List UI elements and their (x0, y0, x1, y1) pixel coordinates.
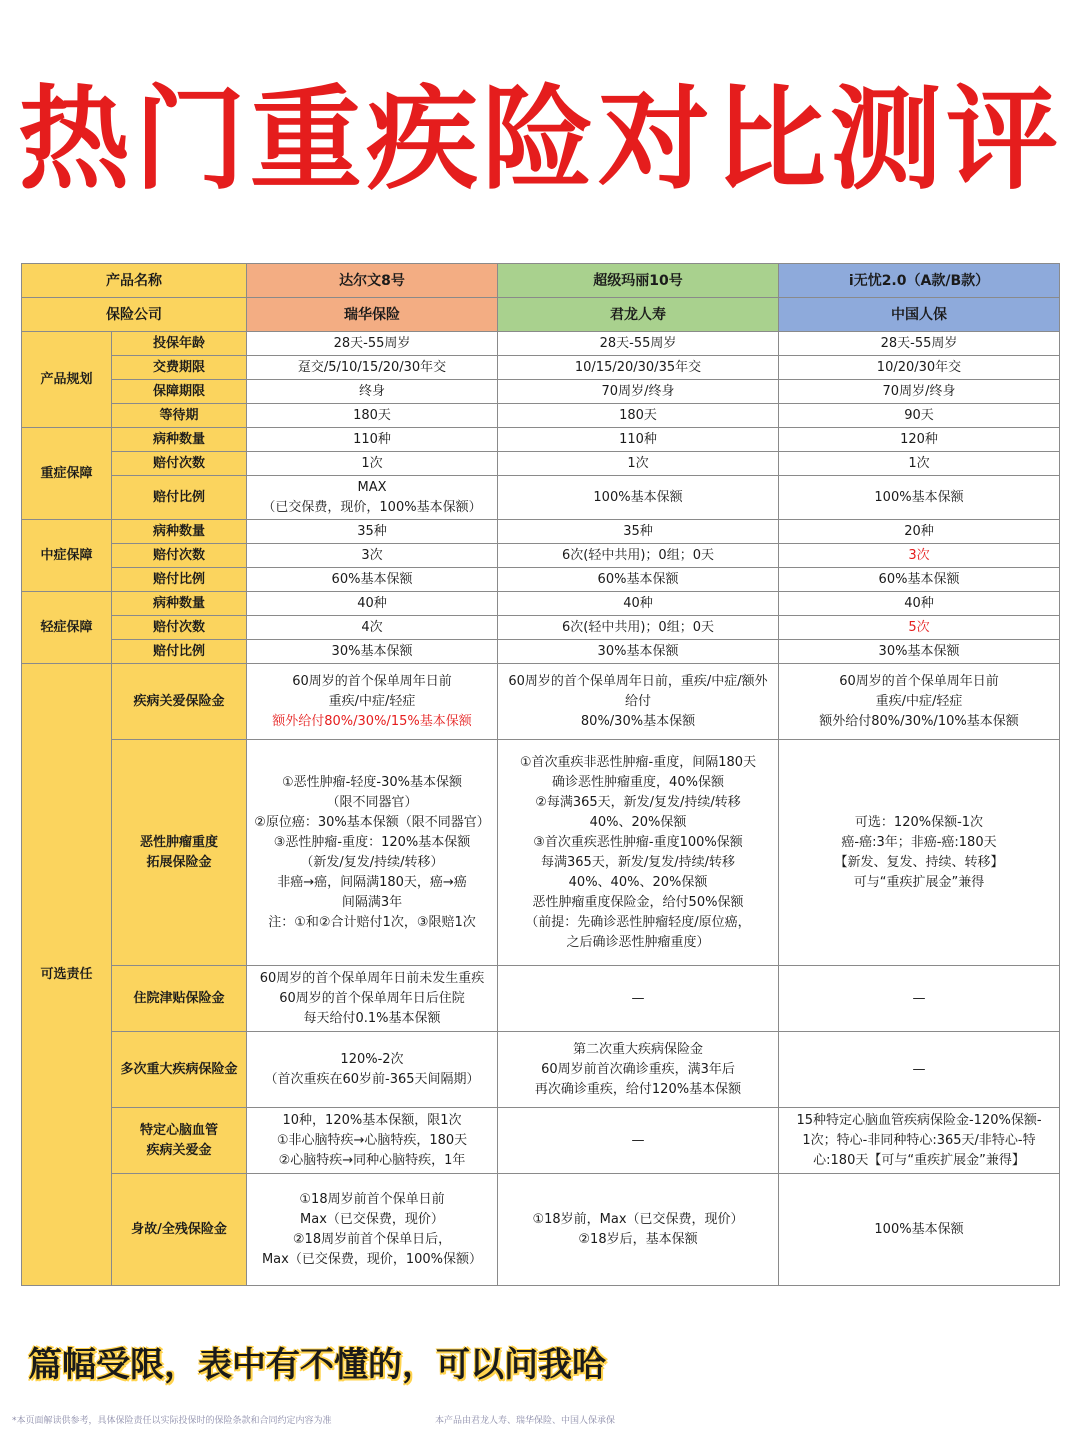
table-row (22, 356, 1060, 380)
cell: 20种 (779, 520, 1060, 544)
row-label-line: 特定心脑血管 (139, 1122, 218, 1138)
cell: 40种 (247, 592, 498, 616)
cell-line: 重疾/中症/轻症 (875, 693, 963, 709)
cell: 110种 (498, 428, 779, 452)
table-row (22, 966, 1060, 1032)
row-label: 疾病关爱保险金 (112, 664, 247, 740)
cell (498, 664, 779, 740)
cell-line: 心:180天【可与“重疾扩展金”兼得】 (813, 1152, 1025, 1168)
table-row (22, 640, 1060, 664)
cell-line: 重疾/中症/轻症 (328, 693, 416, 709)
cell-line: 【新发、复发、持续、转移】 (834, 854, 1004, 870)
table-row (22, 1108, 1060, 1174)
cell (498, 740, 779, 966)
cell (779, 1108, 1060, 1174)
row-label: 住院津贴保险金 (112, 966, 247, 1032)
cell: 4次 (247, 616, 498, 640)
cell: 60%基本保额 (498, 568, 779, 592)
cell-line: 60周岁的首个保单周年日后住院 (279, 990, 465, 1006)
table-row (22, 740, 1060, 966)
cell-line: 60周岁的首个保单周年日前 (292, 673, 452, 689)
row-label: 病种数量 (112, 428, 247, 452)
cell-line: 40%、20%保额 (589, 814, 687, 830)
cell-line: 15种特定心脑血管疾病保险金-120%保额- (796, 1112, 1042, 1128)
cell-line: ②18岁后，基本保额 (578, 1231, 698, 1247)
cell: 1次 (498, 452, 779, 476)
cell-line: Max（已交保费，现价） (300, 1211, 444, 1227)
section-optional: 可选责任 (22, 664, 112, 1286)
row-label-line: 疾病关爱金 (146, 1142, 212, 1158)
row-label: 保障期限 (112, 380, 247, 404)
cell-line: 确诊恶性肿瘤重度，40%保额 (552, 774, 724, 790)
cell-empty: — (498, 966, 779, 1032)
cell: 1次 (779, 452, 1060, 476)
cell-line: 1次；特心-非同种特心:365天/非特心-特 (802, 1132, 1036, 1148)
cell: 70周岁/终身 (779, 380, 1060, 404)
row-label: 赔付比例 (112, 476, 247, 520)
cell-line: 注：①和②合计赔付1次，③限赔1次 (268, 914, 476, 930)
cell: 60%基本保额 (247, 568, 498, 592)
cell-line: 40%、40%、20%保额 (568, 874, 708, 890)
row-label: 等待期 (112, 404, 247, 428)
cell-line: 每满365天，新发/复发/持续/转移 (541, 854, 735, 870)
cell (247, 1108, 498, 1174)
cell: 10/20/30年交 (779, 356, 1060, 380)
section-plan: 产品规划 (22, 332, 112, 428)
cell (779, 664, 1060, 740)
cell-line: 每天给付0.1%基本保额 (303, 1010, 441, 1026)
cell-line: （首次重疾在60岁前-365天间隔期） (264, 1071, 480, 1087)
row-label-line: 拓展保险金 (146, 854, 212, 870)
page-title: 热门重疾险对比测评 (18, 75, 1062, 205)
cell: 40种 (779, 592, 1060, 616)
cell: 28天-55周岁 (247, 332, 498, 356)
section-mild: 轻症保障 (22, 592, 112, 664)
section-critical: 重症保障 (22, 428, 112, 520)
cell: 30%基本保额 (779, 640, 1060, 664)
cell: 120种 (779, 428, 1060, 452)
cell-line: ①18岁前，Max（已交保费，现价） (532, 1211, 744, 1227)
table-row (22, 428, 1060, 452)
product-iwuyou2: i无忧2.0（A款/B款） (779, 264, 1060, 298)
cell-line: 之后确诊恶性肿瘤重度） (566, 934, 710, 950)
company-junlong: 君龙人寿 (498, 298, 779, 332)
cell-line: 第二次重大疾病保险金 (572, 1041, 703, 1057)
disclaimer-left: *本页面解读供参考，具体保险责任以实际投保时的保险条款和合同约定内容为准 (12, 1416, 332, 1426)
cell-line: 可与“重疾扩展金”兼得 (853, 874, 985, 890)
cell-empty: — (779, 1032, 1060, 1108)
cell-line: 120%-2次 (340, 1051, 404, 1067)
cell-line: 恶性肿瘤重度保险金，给付50%保额 (532, 894, 744, 910)
cell (247, 476, 498, 520)
row-label: 身故/全残保险金 (112, 1174, 247, 1286)
cell-empty: — (498, 1108, 779, 1174)
comparison-table (21, 263, 1060, 1286)
cell-line: ③首次重疾恶性肿瘤-重度100%保额 (533, 834, 743, 850)
cell (247, 1174, 498, 1286)
cell-line: 60周岁的首个保单周年日前 (839, 673, 999, 689)
row-label: 多次重大疾病保险金 (112, 1032, 247, 1108)
row-label: 赔付比例 (112, 640, 247, 664)
cell-line: （已交保费，现价，100%基本保额） (262, 499, 482, 515)
company-label: 保险公司 (22, 298, 247, 332)
cell: 6次(轻中共用)；0组；0天 (498, 616, 779, 640)
cell: 110种 (247, 428, 498, 452)
table-row (22, 452, 1060, 476)
cell-line: 给付 (624, 693, 651, 709)
company-ruihua: 瑞华保险 (247, 298, 498, 332)
cell (498, 1032, 779, 1108)
cell (247, 664, 498, 740)
cell-line: 癌-癌:3年；非癌-癌:180天 (841, 834, 997, 850)
cell: 35种 (247, 520, 498, 544)
cell: 90天 (779, 404, 1060, 428)
company-picc: 中国人保 (779, 298, 1060, 332)
cell: 70周岁/终身 (498, 380, 779, 404)
cell-highlight: 3次 (779, 544, 1060, 568)
cell: 100%基本保额 (498, 476, 779, 520)
cell: 30%基本保额 (498, 640, 779, 664)
cell-line: 间隔满3年 (341, 894, 403, 910)
table-row (22, 1174, 1060, 1286)
cell: 28天-55周岁 (779, 332, 1060, 356)
row-label: 赔付次数 (112, 544, 247, 568)
row-label: 病种数量 (112, 520, 247, 544)
cell-empty: — (779, 966, 1060, 1032)
cell: 100%基本保额 (779, 1174, 1060, 1286)
header-row-company (22, 298, 1060, 332)
cell (498, 1174, 779, 1286)
cell-line: 额外给付80%/30%/10%基本保额 (819, 713, 1019, 729)
row-label: 病种数量 (112, 592, 247, 616)
row-label (112, 740, 247, 966)
row-label: 交费期限 (112, 356, 247, 380)
cell-line: 80%/30%基本保额 (580, 713, 696, 729)
cell (779, 740, 1060, 966)
table-row (22, 520, 1060, 544)
cell-line: ②原位癌：30%基本保额（限不同器官） (254, 814, 490, 830)
cell: 60%基本保额 (779, 568, 1060, 592)
cell: 28天-55周岁 (498, 332, 779, 356)
cell-line: ①首次重疾非恶性肿瘤-重度，间隔180天 (519, 754, 757, 770)
cell-line: （限不同器官） (326, 794, 418, 810)
cell: 100%基本保额 (779, 476, 1060, 520)
cell (247, 740, 498, 966)
row-label: 赔付次数 (112, 616, 247, 640)
cell (247, 966, 498, 1032)
cell: 180天 (247, 404, 498, 428)
row-label-line: 恶性肿瘤重度 (139, 834, 218, 850)
cell-line: 可选：120%保额-1次 (854, 814, 984, 830)
cell: 6次(轻中共用)；0组；0天 (498, 544, 779, 568)
cell: 趸交/5/10/15/20/30年交 (247, 356, 498, 380)
cell-line: ②心脑特疾→同种心脑特疾，1年 (278, 1152, 466, 1168)
table-row (22, 476, 1060, 520)
row-label (112, 1108, 247, 1174)
cell-line: Max（已交保费，现价，100%保额） (261, 1251, 483, 1267)
cell-line: （前提：先确诊恶性肿瘤轻度/原位癌， (525, 914, 751, 930)
row-label: 投保年龄 (112, 332, 247, 356)
cell-line: ③恶性肿瘤-重度：120%基本保额 (273, 834, 471, 850)
cell: 终身 (247, 380, 498, 404)
table-row (22, 664, 1060, 740)
cell-line: 10种，120%基本保额，限1次 (282, 1112, 462, 1128)
cell: 3次 (247, 544, 498, 568)
row-label: 赔付次数 (112, 452, 247, 476)
cell: 35种 (498, 520, 779, 544)
cell-line: ②每满365天，新发/复发/持续/转移 (535, 794, 741, 810)
table-row (22, 544, 1060, 568)
footer-note: 篇幅受限，表中有不懂的，可以问我哈 (28, 1345, 606, 1385)
table-row (22, 380, 1060, 404)
cell-line: ②18周岁前首个保单日后， (292, 1231, 452, 1247)
cell: 30%基本保额 (247, 640, 498, 664)
cell-line-highlight: 额外给付80%/30%/15%基本保额 (272, 713, 472, 729)
table-row (22, 332, 1060, 356)
cell-line: 60周岁的首个保单周年日前未发生重疾 (259, 970, 485, 986)
header-row-product (22, 264, 1060, 298)
disclaimer-right: 本产品由君龙人寿、瑞华保险、中国人保承保 (435, 1416, 616, 1426)
cell-line: 60周岁的首个保单周年日前，重疾/中症/额外 (508, 673, 768, 689)
cell: 1次 (247, 452, 498, 476)
cell: 180天 (498, 404, 779, 428)
cell (247, 1032, 498, 1108)
cell-line: （新发/复发/持续/转移） (300, 854, 444, 870)
table-row (22, 1032, 1060, 1108)
cell-line: ①恶性肿瘤-轻度-30%基本保额 (282, 774, 462, 790)
product-name-label: 产品名称 (22, 264, 247, 298)
product-supermary10: 超级玛丽10号 (498, 264, 779, 298)
cell-line: 非癌→癌，间隔满180天，癌→癌 (277, 874, 467, 890)
cell: 40种 (498, 592, 779, 616)
section-moderate: 中症保障 (22, 520, 112, 592)
table-row (22, 568, 1060, 592)
cell-highlight: 5次 (779, 616, 1060, 640)
table-row (22, 616, 1060, 640)
cell-line: ①非心脑特疾→心脑特疾，180天 (276, 1132, 468, 1148)
cell-line: 60周岁前首次确诊重疾，满3年后 (541, 1061, 735, 1077)
table-row (22, 592, 1060, 616)
cell-line: ①18周岁前首个保单日前 (299, 1191, 445, 1207)
cell-line: MAX (357, 479, 387, 495)
cell: 10/15/20/30/35年交 (498, 356, 779, 380)
row-label: 赔付比例 (112, 568, 247, 592)
table-row (22, 404, 1060, 428)
product-darwin8: 达尔文8号 (247, 264, 498, 298)
cell-line: 再次确诊重疾，给付120%基本保额 (534, 1081, 742, 1097)
